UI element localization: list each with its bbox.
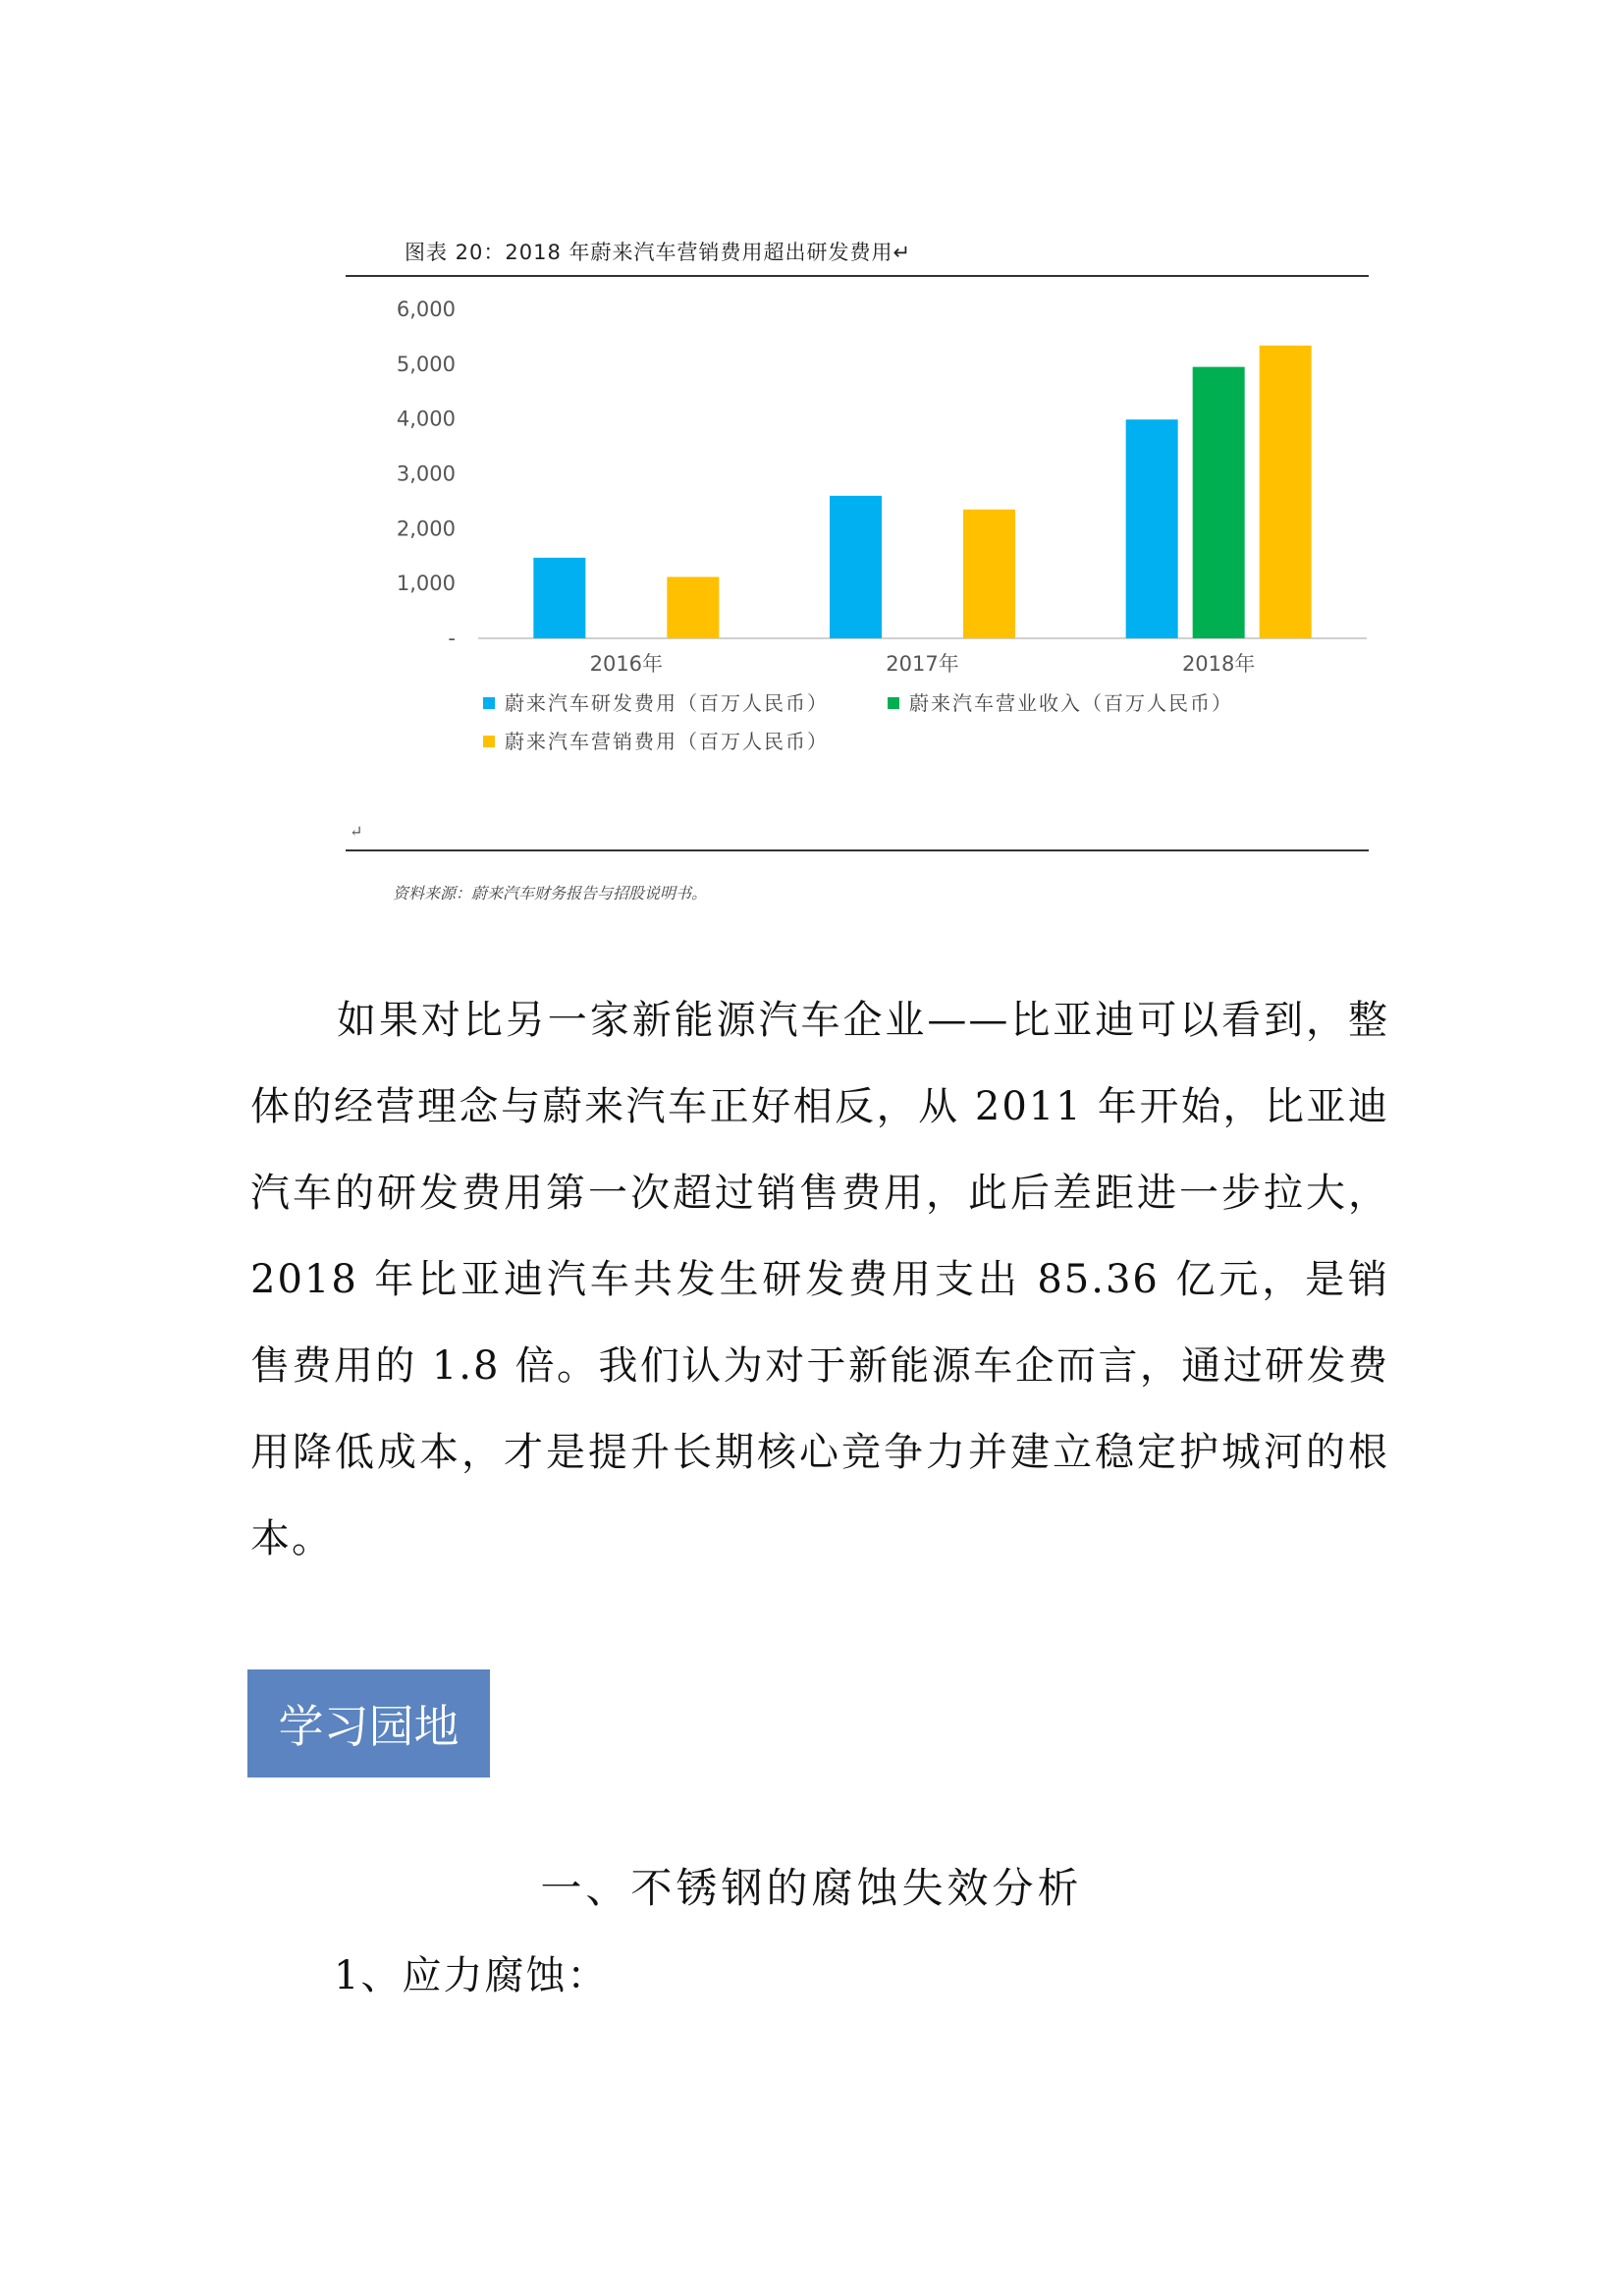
section-box-label: 学习园地 xyxy=(278,1700,460,1753)
y-tick-label: - xyxy=(448,627,456,650)
section-heading: 一、不锈钢的腐蚀失效分析 xyxy=(540,1864,1083,1912)
legend-swatch xyxy=(888,697,899,709)
bar xyxy=(1260,346,1312,638)
body-paragraph: 如果对比另一家新能源汽车企业——比亚迪可以看到，整体的经营理念与蔚来汽车正好相反，从 2011 年开始，比亚迪汽车的研发费用第一次超过销售费用，此后差距进一步拉大，2018 年比亚迪汽车共发生研发费用支出 85.36 亿元，是销售费用的 1.8 倍。我们认为对于新能源车企而言，通过研发费用降低成本，才是提升长期核心竞争力并建立稳定护城河的根本。 xyxy=(250,998,1389,1561)
bar-chart xyxy=(346,280,1369,810)
x-tick-label: 2016年 xyxy=(589,652,664,676)
bar xyxy=(830,496,882,638)
y-tick-label: 6,000 xyxy=(396,298,456,321)
y-tick-label: 1,000 xyxy=(396,572,456,596)
chart-figure xyxy=(346,221,1369,918)
bar xyxy=(533,558,585,638)
legend-label: 蔚来汽车营销费用（百万人民币） xyxy=(505,730,829,753)
x-tick-label: 2017年 xyxy=(886,652,959,676)
legend-swatch xyxy=(483,736,495,747)
y-tick-label: 5,000 xyxy=(396,352,456,376)
y-tick-label: 4,000 xyxy=(396,407,456,431)
legend-swatch xyxy=(483,697,495,709)
body-paragraph-block xyxy=(250,977,1389,1582)
section-box xyxy=(247,1669,490,1777)
y-tick-label: 3,000 xyxy=(396,462,456,486)
figure-bottom-rule xyxy=(346,849,1369,851)
bar xyxy=(1193,367,1245,638)
legend-label: 蔚来汽车营业收入（百万人民币） xyxy=(909,691,1233,715)
legend-label: 蔚来汽车研发费用（百万人民币） xyxy=(505,691,829,715)
figure-top-rule xyxy=(346,275,1369,277)
bar xyxy=(963,510,1015,638)
figure-title: 图表 20：2018 年蔚来汽车营销费用超出研发费用↵ xyxy=(405,241,912,264)
subsection-heading: 1、应力腐蚀： xyxy=(334,1953,609,1998)
figure-source: 资料来源：蔚来汽车财务报告与招股说明书。 xyxy=(393,884,708,902)
return-mark: ↵ xyxy=(350,822,363,841)
bar xyxy=(667,576,719,638)
x-tick-label: 2018年 xyxy=(1181,652,1256,676)
y-tick-label: 2,000 xyxy=(396,517,456,541)
bar xyxy=(1126,419,1178,638)
